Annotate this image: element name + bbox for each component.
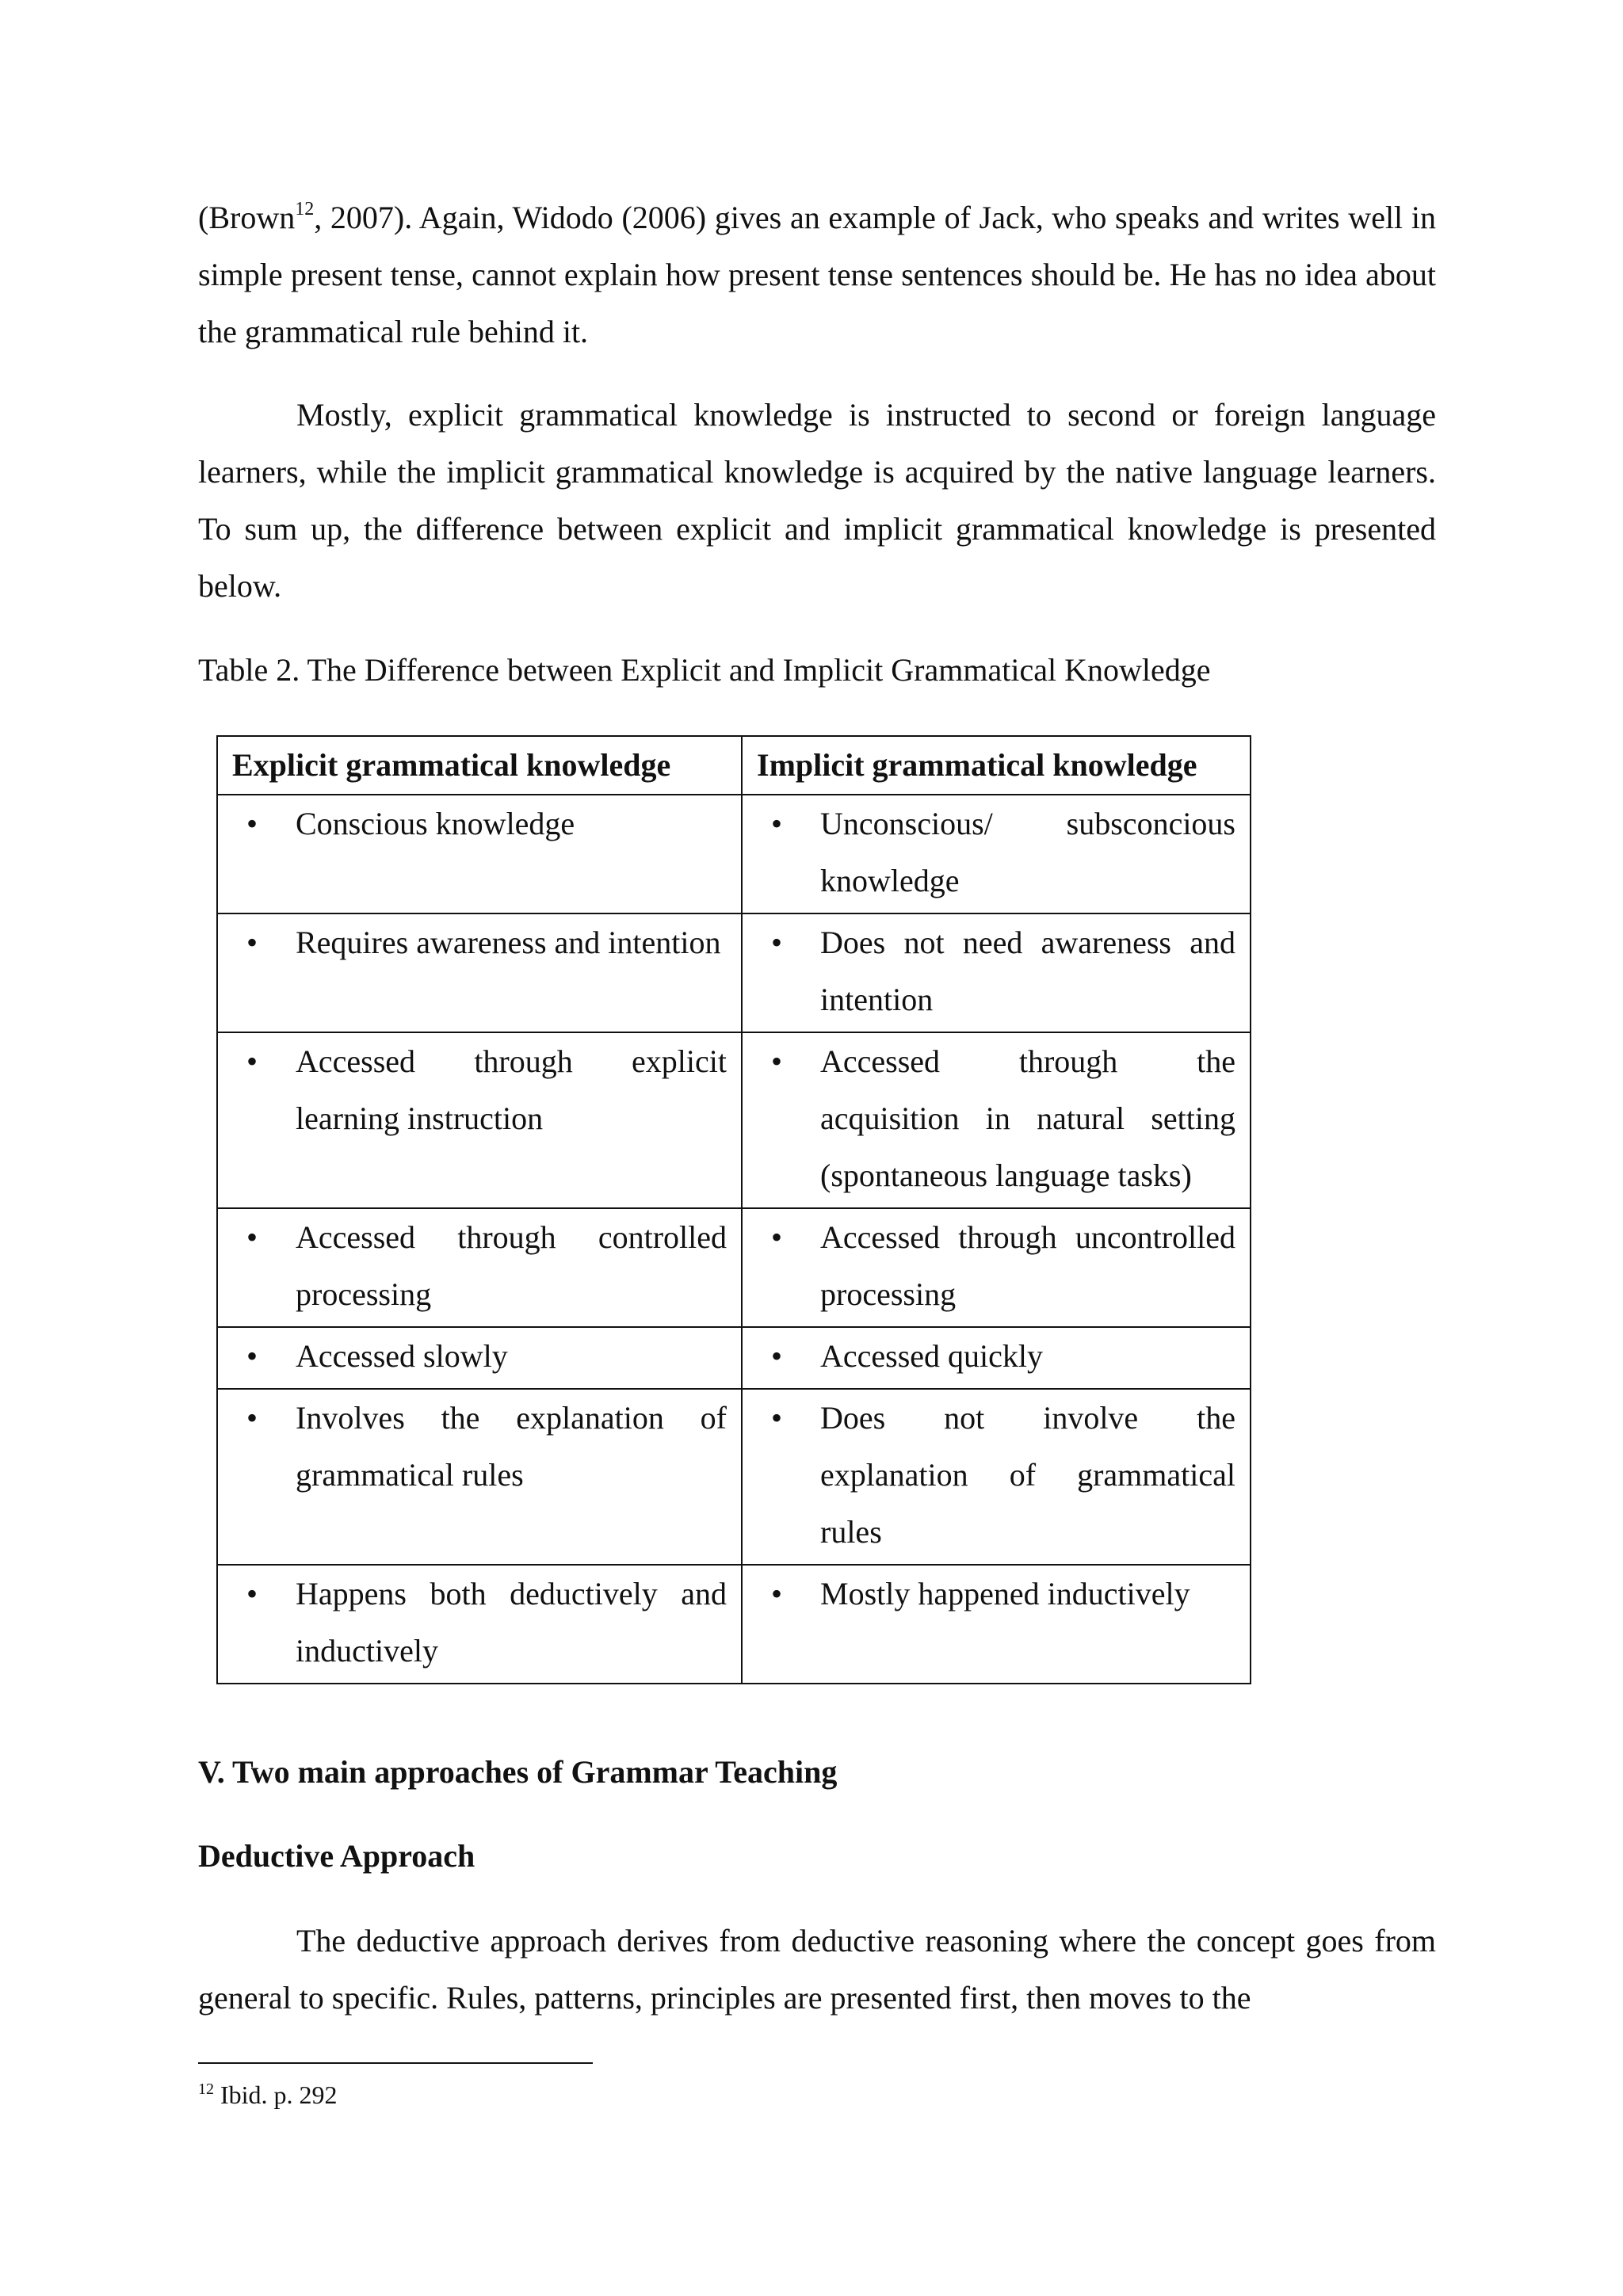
bullet-icon: • [246,1400,258,1436]
bullet-icon: • [771,1400,783,1436]
footnote-separator [198,2062,593,2064]
bullet-icon: • [771,1219,783,1255]
table-row [217,1389,1251,1565]
bullet-icon: • [246,925,258,960]
table-cell: • Does not involve the explanation of grammatical rules [742,1389,1251,1565]
table-row [217,1327,1251,1389]
paragraph-text: (Brown [198,200,296,235]
footnote-text: Ibid. p. 292 [214,2081,338,2109]
comparison-table [216,735,1251,1684]
bullet-icon: • [246,1338,258,1374]
bullet-icon: • [771,1338,783,1374]
paragraph-text: , 2007). Again, Widodo (2006) gives an example of Jack, who speaks and writes well in simple present tense, cannot explain how present tense sentences should be. He has no idea about the grammatical rule behind it. [198,200,1436,349]
table-row [217,795,1251,913]
table-cell: • Accessed through explicit learning instruction [217,1032,742,1208]
table-cell: • Involves the explanation of grammatical rules [217,1389,742,1565]
table-row [217,913,1251,1032]
header-implicit: Implicit grammatical knowledge [742,736,1251,795]
footnote-reference[interactable]: 12 [295,199,315,219]
table-cell: • Accessed through controlled processing [217,1208,742,1327]
table-cell: • Accessed quickly [742,1327,1251,1389]
table-cell: • Happens both deductively and inductively [217,1565,742,1684]
bullet-icon: • [771,1043,783,1079]
section-heading: V. Two main approaches of Grammar Teaching [198,1754,838,1790]
table-cell: • Unconscious/ subsconcious knowledge [742,795,1251,913]
table-cell: • Accessed through the acquisition in natural setting (spontaneous language tasks) [742,1032,1251,1208]
bullet-icon: • [771,806,783,841]
bullet-icon: • [246,1576,258,1611]
header-explicit: Explicit grammatical knowledge [217,736,742,795]
paragraph-brown-widodo [198,189,1436,360]
table-cell: • Accessed through uncontrolled processing [742,1208,1251,1327]
bullet-icon: • [771,925,783,960]
bullet-icon: • [246,1043,258,1079]
table-row [217,1032,1251,1208]
paragraph-explicit-implicit: Mostly, explicit grammatical knowledge is instructed to second or foreign language learners, while the implicit grammatical knowledge is acquired by the native language learners. To sum up, the difference between explicit and implicit grammatical knowledge is presented below. [198,397,1436,604]
table-cell: • Mostly happened inductively [742,1565,1251,1684]
subsection-heading: Deductive Approach [198,1838,475,1874]
table-row [217,1208,1251,1327]
bullet-icon: • [246,806,258,841]
table-cell: • Conscious knowledge [217,795,742,913]
bullet-icon: • [246,1219,258,1255]
table-cell: • Does not need awareness and intention [742,913,1251,1032]
table-header-row [217,736,1251,795]
table-cell: • Requires awareness and intention [217,913,742,1032]
table-cell: • Accessed slowly [217,1327,742,1389]
paragraph-deductive: The deductive approach derives from deductive reasoning where the concept goes from general to specific. Rules, patterns, principles are presented first, then moves to the [198,1923,1436,2016]
table-caption: Table 2. The Difference between Explicit and Implicit Grammatical Knowledge [198,652,1211,688]
footnote [198,2077,338,2112]
table-row [217,1565,1251,1684]
bullet-icon: • [771,1576,783,1611]
footnote-number: 12 [198,2081,214,2098]
